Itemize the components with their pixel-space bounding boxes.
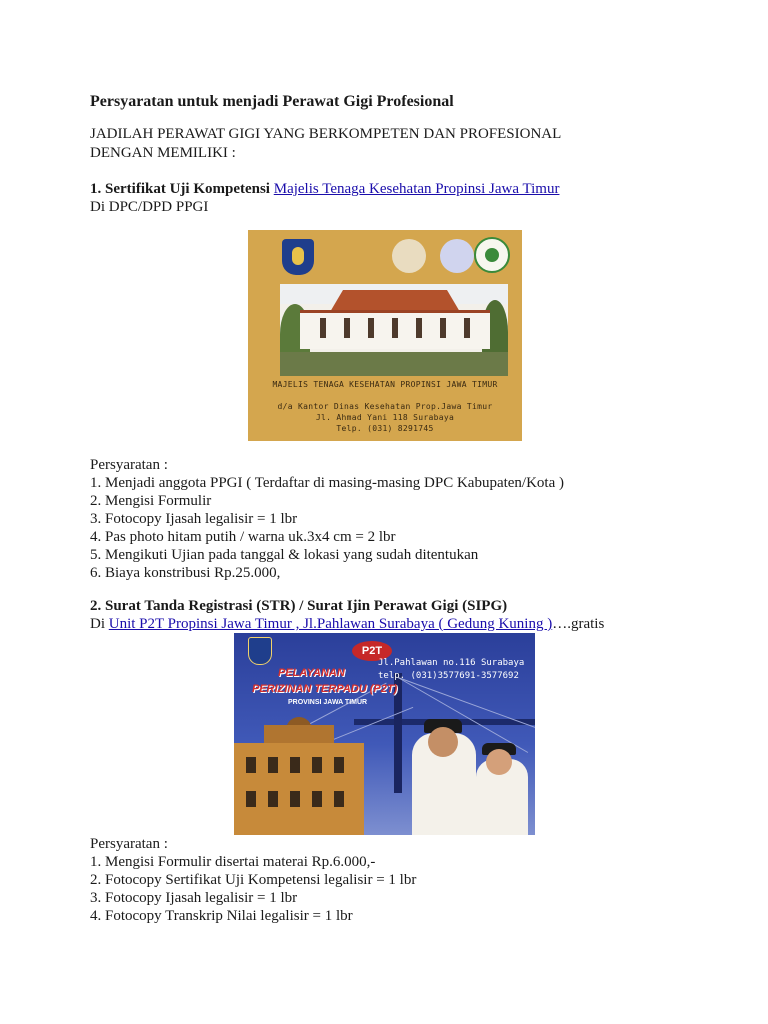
- section2-prefix: Di: [90, 616, 105, 632]
- health-logo-icon: [474, 237, 510, 273]
- section1-heading: 1. Sertifikat Uji Kompetensi: [90, 181, 270, 197]
- decorative-circle: [440, 239, 474, 273]
- intro-line-1: JADILAH PERAWAT GIGI YANG BERKOMPETEN DAN PROFESIONAL: [90, 126, 562, 142]
- intro-line-2: DENGAN MEMILIKI :: [90, 145, 236, 161]
- section2-heading: 2. Surat Tanda Registrasi (STR) / Surat Ijin Perawat Gigi (SIPG): [90, 598, 508, 614]
- list-item: 4. Pas photo hitam putih / warna uk.3x4 cm = 2 lbr: [90, 529, 396, 545]
- section1-heading-row: [90, 180, 559, 198]
- section2-heading-row: [90, 598, 507, 615]
- section1-subtitle: Di DPC/DPD PPGI: [90, 199, 209, 215]
- office-building-photo: [280, 284, 508, 376]
- card-caption-3: Jl. Ahmad Yani 118 Surabaya: [315, 413, 455, 422]
- p2t-badge: P2T: [352, 641, 392, 661]
- section2-req-label: Persyaratan :: [90, 836, 168, 852]
- section1-link[interactable]: Majelis Tenaga Kesehatan Propinsi Jawa Timur: [273, 181, 560, 197]
- banner-addr-line-1: Jl.Pahlawan no.116 Surabaya: [378, 658, 525, 668]
- banner-address: [378, 657, 524, 683]
- banner-title-3: PROVINSI JAWA TIMUR: [288, 699, 368, 706]
- card-caption-1: MAJELIS TENAGA KESEHATAN PROPINSI JAWA TIMUR: [272, 380, 498, 389]
- card-caption-4: Telp. (031) 8291745: [336, 424, 434, 433]
- section2-location-row: [90, 616, 604, 633]
- banner-title-2: PERIZINAN TERPADU (P2T): [252, 683, 398, 695]
- jatim-emblem-icon: [282, 239, 314, 275]
- list-item: 4. Fotocopy Transkrip Nilai legalisir = 1 lbr: [90, 908, 353, 924]
- list-item: 2. Mengisi Formulir: [90, 493, 212, 509]
- section2-link[interactable]: Unit P2T Propinsi Jawa Timur , Jl.Pahlawan Surabaya ( Gedung Kuning ): [108, 616, 553, 632]
- p2t-banner-image: [234, 633, 535, 835]
- banner-addr-line-2: telp. (031)3577691-3577692: [378, 671, 519, 681]
- list-item: 5. Mengikuti Ujian pada tanggal & lokasi yang sudah ditentukan: [90, 547, 479, 563]
- decorative-circle: [392, 239, 426, 273]
- page-title: Persyaratan untuk menjadi Perawat Gigi Profesional: [90, 93, 454, 110]
- section1-req-label: Persyaratan :: [90, 457, 168, 473]
- list-item: 3. Fotocopy Ijasah legalisir = 1 lbr: [90, 511, 298, 527]
- list-item: 1. Mengisi Formulir disertai materai Rp.6.000,-: [90, 854, 376, 870]
- mtkp-office-image: [248, 230, 522, 441]
- list-item: 6. Biaya konstribusi Rp.25.000,: [90, 565, 281, 581]
- section2-requirements: [90, 835, 416, 925]
- list-item: 1. Menjadi anggota PPGI ( Terdaftar di masing-masing DPC Kabupaten/Kota ): [90, 475, 564, 491]
- list-item: 2. Fotocopy Sertifikat Uji Kompetensi legalisir = 1 lbr: [90, 872, 417, 888]
- section1-requirements: [90, 456, 564, 582]
- list-item: 3. Fotocopy Ijasah legalisir = 1 lbr: [90, 890, 298, 906]
- banner-title-1: PELAYANAN: [278, 667, 345, 679]
- intro-text: [90, 125, 561, 163]
- section2-suffix: ….gratis: [552, 616, 605, 632]
- card-caption-2: d/a Kantor Dinas Kesehatan Prop.Jawa Timur: [277, 402, 493, 411]
- jatim-emblem-icon: [248, 637, 272, 665]
